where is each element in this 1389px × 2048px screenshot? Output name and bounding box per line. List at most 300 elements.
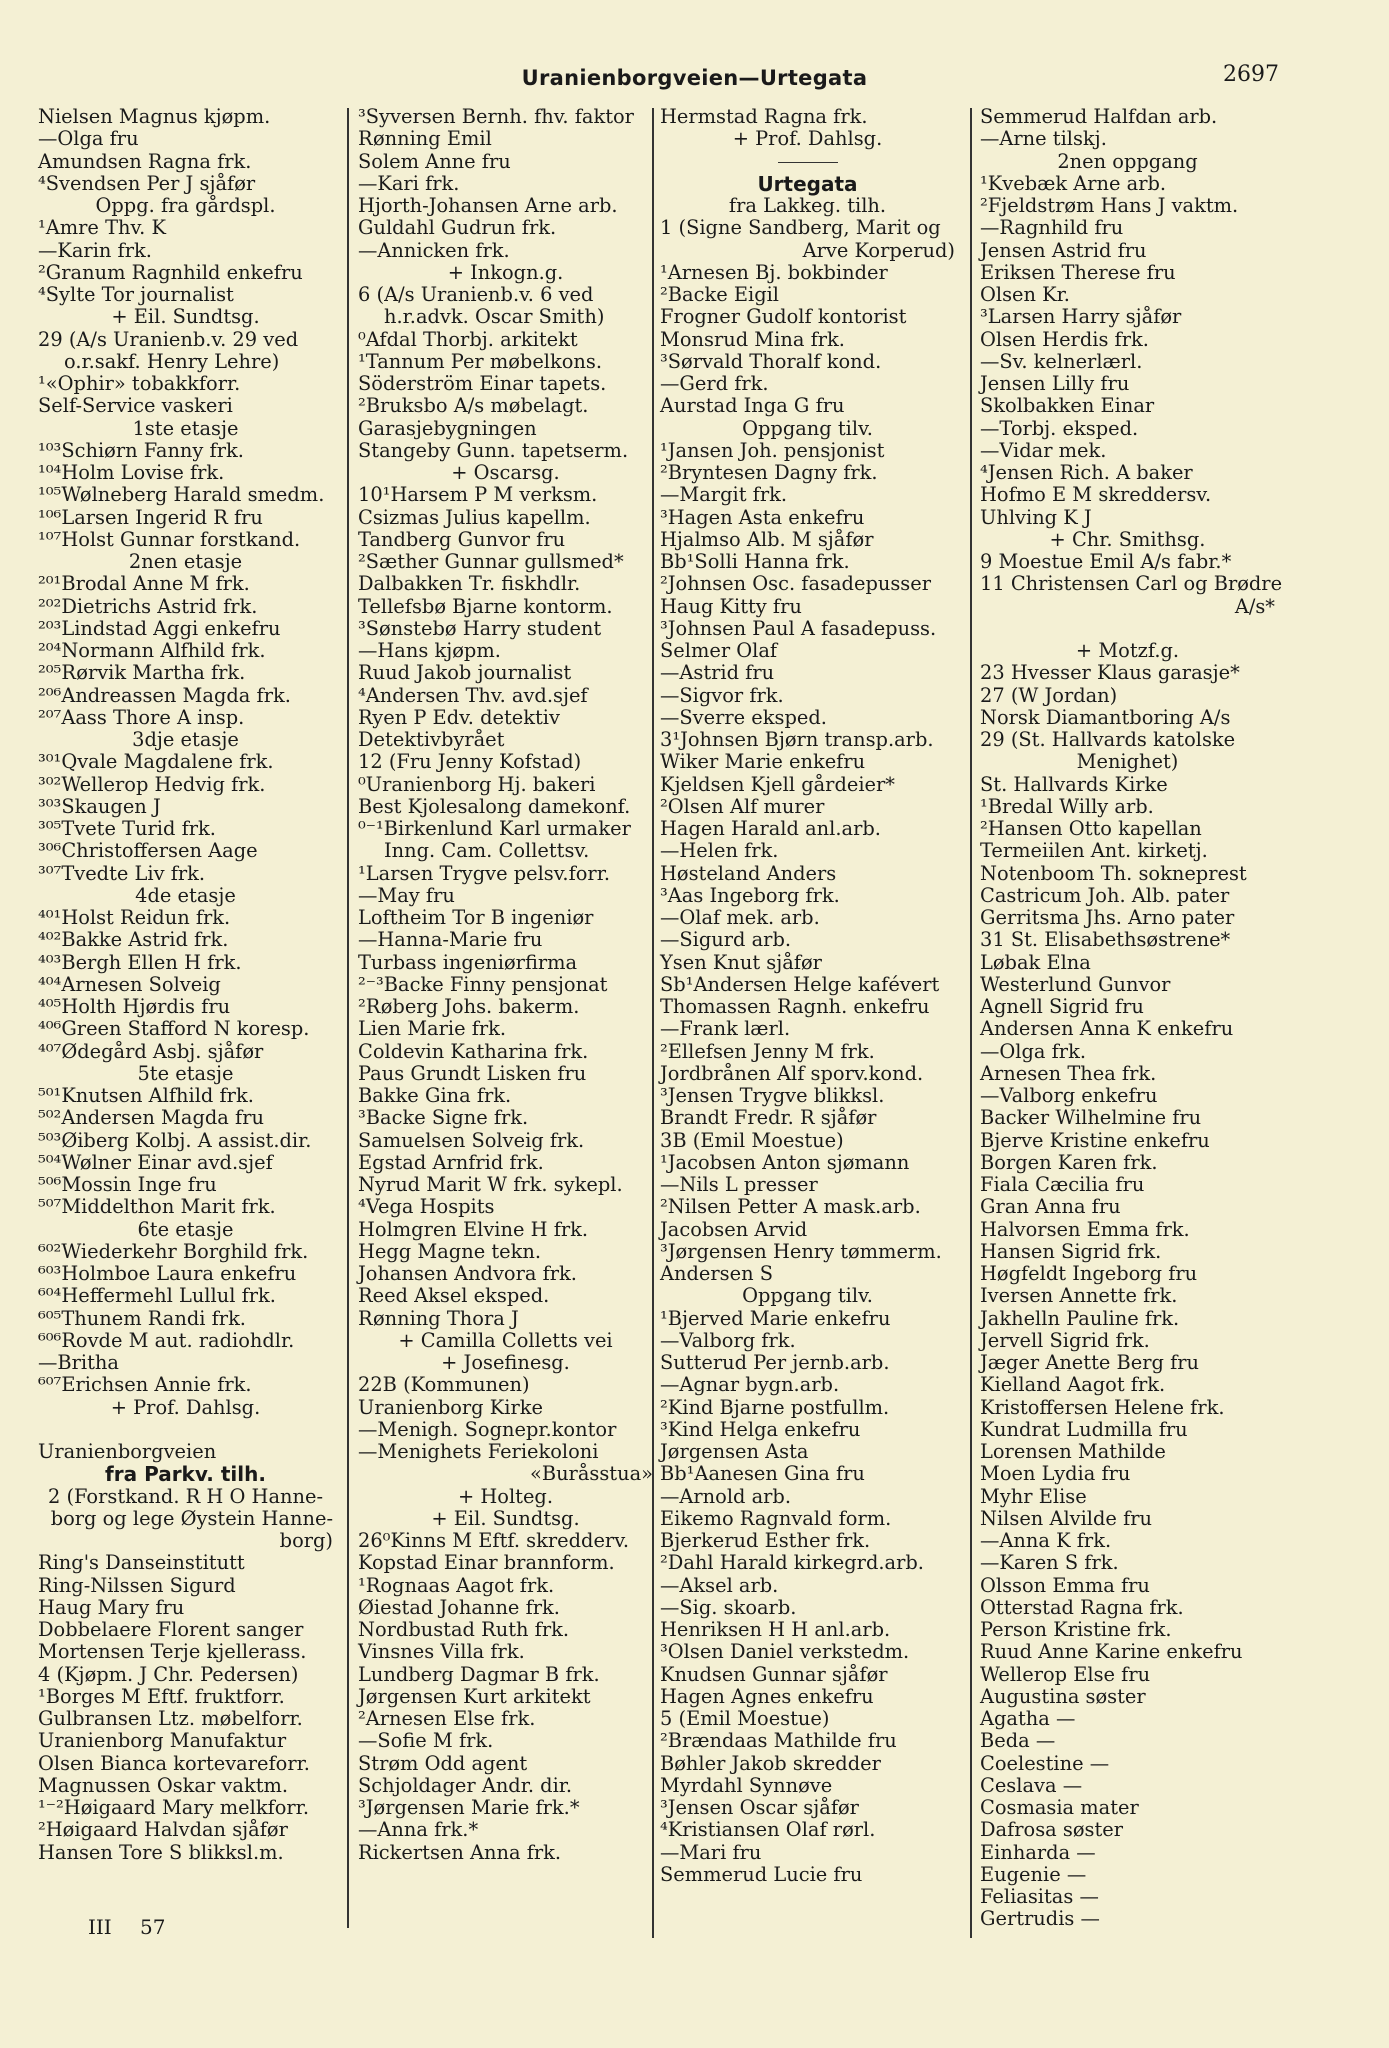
directory-entry: 9 Moestue Emil A/s fabr.* [980, 550, 1232, 573]
directory-entry: Agnell Sigrid fru [980, 995, 1144, 1018]
directory-entry: ²Granum Ragnhild enkefru [38, 260, 303, 284]
directory-entry: 1 (Signe Sandberg, Marit og [660, 216, 941, 240]
directory-entry: 11 Christensen Carl og Brødre [980, 572, 1283, 596]
directory-entry: Backer Wilhelmine fru [980, 1106, 1202, 1130]
cross-street: + Motzf.g. [1075, 639, 1180, 662]
directory-entry: St. Hallvards Kirke [980, 772, 1168, 796]
directory-entry: —Nils L presser [660, 1173, 818, 1196]
directory-entry: 5te etasje [137, 1061, 234, 1085]
directory-entry: ²⁰⁵Rørvik Martha frk. [38, 661, 246, 685]
directory-entry: 2nen oppgang [1057, 149, 1198, 173]
directory-entry: ¹Bjerved Marie enkefru [660, 1306, 891, 1330]
directory-entry: Nordbustad Ruth frk. [358, 1618, 569, 1641]
directory-entry: fra Parkv. tilh. [105, 1462, 266, 1487]
cross-street: + Camilla Colletts vei [398, 1328, 613, 1352]
directory-entry: Hagen Harald anl.arb. [660, 817, 881, 840]
directory-entry: ²⁰⁶Andreassen Magda frk. [38, 683, 291, 707]
directory-entry: Hansen Sigrid frk. [980, 1239, 1162, 1263]
directory-entry: ¹⁰⁵Wølneberg Harald smedm. [38, 483, 325, 507]
directory-entry: 12 (Fru Jenny Kofstad) [358, 750, 582, 774]
cross-street: + Eil. Sundtsg. [431, 1506, 580, 1530]
directory-entry: Brandt Fredr. R sjåfør [660, 1106, 877, 1130]
directory-entry: 10¹Harsem P M verksm. [358, 483, 598, 507]
directory-entry: ³⁰⁵Tvete Turid frk. [38, 817, 216, 840]
directory-entry: borg) [279, 1529, 333, 1552]
directory-entry: ²Bryntesen Dagny frk. [660, 461, 878, 484]
directory-entry: Kundrat Ludmilla fru [980, 1417, 1188, 1441]
cross-street: + Prof. Dahlsg. [110, 1395, 261, 1419]
directory-entry: Hjorth-Johansen Arne arb. [358, 194, 618, 217]
directory-column-4 [980, 105, 1283, 1931]
directory-entry: ¹Kvebæk Arne arb. [980, 171, 1167, 195]
directory-entry: —Sigurd arb. [660, 928, 792, 952]
directory-entry: Vinsnes Villa frk. [358, 1640, 525, 1664]
directory-entry: Menighet) [1076, 750, 1179, 774]
directory-entry: —Sofie M frk. [358, 1729, 494, 1753]
directory-entry: Urtegata [757, 171, 858, 196]
directory-entry: Dobbelaere Florent sanger [38, 1618, 304, 1641]
directory-entry: ³Jensen Trygve blikksl. [660, 1084, 885, 1107]
directory-entry: ⁶⁰⁴Heffermehl Lullul frk. [38, 1284, 276, 1308]
directory-entry: 5 (Emil Moestue) [660, 1707, 830, 1730]
directory-entry: Arve Korperud) [802, 238, 955, 262]
directory-entry: —Astrid fru [660, 661, 775, 685]
directory-entry: —Karen S frk. [980, 1551, 1119, 1575]
directory-entry: ⁴⁰³Bergh Ellen H frk. [38, 950, 242, 974]
directory-entry: Tandberg Gunvor fru [358, 527, 566, 551]
directory-entry: Dalbakken Tr. fiskhdlr. [358, 572, 581, 596]
directory-entry: ²⁰²Dietrichs Astrid frk. [38, 594, 258, 618]
directory-column-2 [358, 106, 653, 1864]
directory-entry: Hermstad Ragna frk. [660, 105, 868, 128]
directory-entry: Jørgensen Kurt arkitekt [358, 1684, 591, 1708]
directory-entry: ⁵⁰¹Knutsen Alfhild frk. [38, 1084, 254, 1107]
directory-entry: —Olaf mek. arb. [660, 906, 820, 929]
directory-entry: 2 (Forstkand. R H O Hanne- [47, 1484, 324, 1508]
directory-entry: Solem Anne fru [358, 149, 511, 173]
directory-entry: Ysen Knut sjåfør [660, 950, 822, 974]
directory-entry: 26⁰Kinns M Eftf. skredderv. [358, 1529, 630, 1552]
directory-entry: ³Larsen Harry sjåfør [980, 305, 1182, 329]
directory-entry: ²Nilsen Petter A mask.arb. [660, 1195, 921, 1219]
directory-entry: —Karin frk. [38, 238, 152, 262]
directory-entry: —Britha [38, 1351, 119, 1374]
directory-entry: Høgfeldt Ingeborg fru [980, 1262, 1198, 1285]
directory-entry: Bb¹Aanesen Gina fru [660, 1462, 865, 1486]
directory-entry: 29 (St. Hallvards katolske [980, 728, 1236, 751]
directory-entry: ⁴Sylte Tor journalist [38, 283, 234, 306]
directory-entry: Hjalmso Alb. M sjåfør [660, 527, 874, 551]
directory-entry: Uranienborgveien [38, 1440, 217, 1463]
directory-entry: ¹Arnesen Bj. bokbinder [660, 260, 888, 284]
directory-entry: Løbak Elna [980, 950, 1091, 974]
directory-entry: ⁴⁰¹Holst Reidun frk. [38, 906, 231, 929]
directory-entry: Paus Grundt Lisken fru [358, 1061, 587, 1085]
directory-entry: ²Dahl Harald kirkegrd.arb. [660, 1551, 924, 1575]
directory-entry: Otterstad Ragna frk. [980, 1595, 1184, 1619]
directory-entry: ³⁰¹Qvale Magdalene frk. [38, 750, 274, 774]
directory-entry: Holmgren Elvine H frk. [358, 1217, 589, 1241]
directory-entry: —Margit frk. [660, 483, 788, 507]
directory-entry: ⁴Jensen Rich. A baker [980, 461, 1193, 484]
directory-entry: Uranienborg Manufaktur [38, 1729, 287, 1753]
directory-entry: Jacobsen Arvid [660, 1217, 808, 1241]
directory-entry: Bb¹Solli Hanna frk. [660, 550, 850, 573]
directory-entry: ⁴⁰⁴Arnesen Solveig [38, 972, 221, 996]
directory-entry: ¹⁰⁴Holm Lovise frk. [38, 461, 225, 484]
directory-entry: —Kari frk. [358, 171, 460, 195]
directory-entry: ¹⁰⁶Larsen Ingerid R fru [38, 505, 263, 529]
directory-entry: ⁶⁰²Wiederkehr Borghild frk. [38, 1239, 309, 1263]
directory-entry: Kopstad Einar brannform. [358, 1551, 615, 1575]
directory-entry: ⁵⁰²Andersen Magda fru [38, 1106, 264, 1130]
directory-entry: 6te etasje [137, 1217, 234, 1241]
directory-entry: fra Lakkeg. tilh. [728, 194, 887, 217]
directory-entry: —Hans kjøpm. [358, 639, 501, 662]
directory-entry: Lorensen Mathilde [980, 1440, 1166, 1463]
directory-entry: «Buråsstua» [529, 1462, 653, 1486]
directory-entry: Augustina søster [980, 1684, 1146, 1708]
directory-entry: ³Jørgensen Henry tømmerm. [660, 1239, 942, 1263]
directory-entry: —May fru [358, 883, 455, 907]
directory-entry: Frogner Gudolf kontorist [660, 305, 907, 329]
directory-entry: Thomassen Ragnh. enkefru [660, 995, 930, 1018]
directory-entry: Nielsen Magnus kjøpm. [38, 105, 271, 128]
directory-entry: —Ragnhild fru [980, 216, 1124, 240]
directory-entry: Gertrudis — [980, 1907, 1100, 1931]
directory-entry: ⁰⁻¹Birkenlund Karl urmaker [358, 817, 631, 840]
cross-street: + Holteg. [457, 1484, 554, 1508]
directory-entry: Arnesen Thea frk. [980, 1061, 1157, 1085]
directory-entry: Haug Kitty fru [660, 594, 802, 618]
directory-entry: ²Brændaas Mathilde fru [660, 1729, 897, 1753]
directory-entry: Kielland Aagot frk. [980, 1373, 1166, 1397]
directory-entry: ⁴⁰⁵Holth Hjørdis fru [38, 995, 231, 1018]
directory-entry: 22B (Kommunen) [358, 1373, 530, 1397]
volume-marker: III 57 [88, 1915, 166, 1939]
directory-entry: ⁵⁰³Øiberg Kolbj. A assist.dir. [38, 1128, 312, 1152]
directory-entry: ⁶⁰⁶Rovde M aut. radiohdlr. [38, 1328, 295, 1352]
directory-entry: Jakhelln Pauline frk. [980, 1306, 1180, 1330]
directory-entry: Kjeldsen Kjell gårdeier* [660, 772, 895, 796]
directory-entry: ¹Jansen Joh. pensjonist [660, 438, 885, 462]
directory-entry: —Sigvor frk. [660, 683, 784, 707]
directory-entry: Nilsen Alvilde fru [980, 1506, 1152, 1530]
directory-entry: Bøhler Jakob skredder [660, 1751, 881, 1775]
directory-entry: ²⁰⁴Normann Alfhild frk. [38, 639, 266, 662]
directory-entry: ²Backe Eigil [660, 283, 780, 306]
directory-entry: ³⁰³Skaugen J [38, 794, 161, 818]
directory-entry: —Helen frk. [660, 839, 779, 863]
directory-entry: Jensen Lilly fru [980, 372, 1130, 395]
directory-entry: ²Fjeldstrøm Hans J vaktm. [980, 194, 1239, 217]
directory-entry: 31 St. Elisabethsøstrene* [980, 928, 1231, 952]
directory-entry: Eikemo Ragnvald form. [660, 1506, 892, 1530]
directory-entry: borg og lege Øystein Hanne- [50, 1506, 333, 1530]
directory-entry: Ruud Anne Karine enkefru [980, 1640, 1243, 1664]
directory-entry: 3¹Johnsen Bjørn transp.arb. [660, 728, 934, 751]
directory-entry: ⁶⁰⁵Thunem Randi frk. [38, 1306, 246, 1330]
directory-entry: —Menigh. Sognepr.kontor [358, 1417, 617, 1441]
directory-entry: Detektivbyrået [358, 728, 505, 751]
directory-entry: Wiker Marie enkefru [660, 750, 866, 774]
directory-entry: 27 (W Jordan) [980, 683, 1118, 707]
directory-entry [980, 618, 1275, 640]
directory-entry: Olsen Kr. [980, 283, 1070, 306]
directory-entry: ³Aas Ingeborg frk. [660, 883, 840, 907]
directory-entry: ⁴Kristiansen Olaf rørl. [660, 1818, 876, 1842]
directory-entry: ³Johnsen Paul A fasadepuss. [660, 616, 937, 640]
directory-entry: Aurstad Inga G fru [660, 394, 845, 418]
directory-entry: Jervell Sigrid frk. [980, 1328, 1150, 1352]
directory-entry: ⁰Uranienborg Hj. bakeri [358, 772, 596, 796]
directory-entry: Samuelsen Solveig frk. [358, 1128, 585, 1152]
directory-entry: ³Jensen Oscar sjåfør [660, 1796, 859, 1819]
directory-entry: ³Hagen Asta enkefru [660, 505, 865, 529]
directory-entry: Ceslava — [980, 1773, 1083, 1797]
directory-entry: —Arne tilskj. [980, 127, 1107, 151]
directory-entry: Oppgang tilv. [742, 416, 873, 440]
directory-entry: Andersen Anna K enkefru [980, 1017, 1234, 1041]
column-divider [347, 108, 349, 1928]
directory-entry: Skolbakken Einar [980, 394, 1155, 418]
directory-entry: Borgen Karen frk. [980, 1150, 1158, 1174]
directory-entry: ⁴Andersen Thv. avd.sjef [358, 683, 588, 707]
directory-entry: ¹⁰⁷Holst Gunnar forstkand. [38, 527, 301, 551]
directory-entry: ³Sønstebø Harry student [358, 616, 602, 640]
directory-entry: Turbass ingeniørfirma [358, 950, 578, 974]
directory-entry: Inng. Cam. Collettsv. [384, 839, 590, 863]
directory-entry: Uhlving K J [980, 505, 1092, 529]
directory-entry: 4 (Kjøpm. J Chr. Pedersen) [38, 1662, 299, 1686]
directory-entry: Eugenie — [980, 1862, 1087, 1886]
directory-entry: 3B (Emil Moestue) [660, 1128, 844, 1152]
directory-entry: Lien Marie frk. [358, 1017, 507, 1041]
directory-entry: 2nen etasje [128, 550, 243, 573]
directory-entry: Oppg. fra gårdspl. [95, 194, 276, 217]
directory-entry: Sb¹Andersen Helge kafévert [660, 972, 940, 996]
directory-entry: Notenboom Th. sokneprest [980, 861, 1247, 885]
directory-entry: ⁴⁰²Bakke Astrid frk. [38, 928, 229, 952]
directory-entry: Jensen Astrid fru [980, 238, 1147, 262]
directory-entry: Jørgensen Asta [660, 1440, 809, 1463]
directory-entry: —Torbj. eksped. [980, 416, 1139, 440]
directory-entry: ¹⁻²Høigaard Mary melkforr. [38, 1796, 309, 1819]
directory-entry: Mortensen Terje kjellerass. [38, 1640, 307, 1664]
directory-entry: ²Arnesen Else frk. [358, 1707, 536, 1730]
directory-entry: Hansen Tore S blikksl.m. [38, 1840, 284, 1864]
page-title: Uranienborgveien—Urtegata [521, 66, 868, 90]
directory-entry: —Sverre eksped. [660, 705, 827, 729]
cross-street: + Oscarsg. [451, 461, 560, 484]
directory-entry: Bjerve Kristine enkefru [980, 1128, 1210, 1152]
directory-entry: ²Johnsen Osc. fasadepusser [660, 572, 931, 596]
directory-entry: Gerritsma Jhs. Arno pater [980, 906, 1235, 929]
directory-entry: —Hanna-Marie fru [358, 928, 543, 952]
directory-entry: ²Røberg Johs. bakerm. [358, 995, 580, 1018]
directory-column-1 [38, 106, 333, 1864]
directory-entry: 4de etasje [135, 883, 236, 907]
directory-entry: Ring-Nilssen Sigurd [38, 1573, 236, 1597]
directory-entry: Hagen Agnes enkefru [660, 1684, 874, 1708]
directory-entry: Dafrosa søster [980, 1818, 1124, 1842]
directory-entry: ¹Larsen Trygve pelsv.forr. [358, 861, 611, 885]
directory-entry: —Vidar mek. [980, 438, 1107, 462]
directory-entry: ²Høigaard Halvdan sjåfør [38, 1818, 288, 1842]
directory-entry: Hegg Magne tekn. [358, 1239, 541, 1263]
directory-entry: ³Jørgensen Marie frk.* [358, 1796, 580, 1819]
directory-entry: —Aksel arb. [660, 1573, 779, 1597]
directory-entry: ²Bruksbo A/s møbelagt. [358, 394, 589, 418]
directory-entry: ¹Jacobsen Anton sjømann [660, 1150, 910, 1174]
directory-entry: Coelestine — [980, 1751, 1110, 1775]
directory-entry: Söderström Einar tapets. [358, 372, 607, 395]
directory-entry: Termeiilen Ant. kirketj. [980, 839, 1208, 863]
directory-entry: ⁵⁰⁶Mossin Inge fru [38, 1173, 217, 1196]
directory-entry: ⁶⁰⁷Erichsen Annie frk. [38, 1373, 252, 1397]
directory-entry: Beda — [980, 1729, 1056, 1753]
directory-entry: Egstad Arnfrid frk. [358, 1150, 544, 1174]
directory-entry: ²Olsen Alf murer [660, 794, 825, 818]
directory-entry: Øiestad Johanne frk. [358, 1595, 560, 1619]
directory-entry: Best Kjolesalong damekonf. [358, 794, 631, 818]
directory-entry: Semmerud Lucie fru [660, 1862, 863, 1886]
directory-entry: ²⁻³Backe Finny pensjonat [358, 972, 608, 996]
directory-entry: Ring's Danseinstitutt [38, 1551, 245, 1575]
directory-entry [38, 1419, 333, 1441]
directory-entry: ²Hansen Otto kapellan [980, 817, 1202, 840]
directory-entry: ¹⁰³Schiørn Fanny frk. [38, 438, 244, 462]
directory-entry: Iversen Annette frk. [980, 1284, 1178, 1308]
directory-entry: Høsteland Anders [660, 861, 837, 885]
directory-entry: Olsson Emma fru [980, 1573, 1150, 1597]
directory-entry: ²Kind Bjarne postfullm. [660, 1395, 890, 1419]
directory-entry: Monsrud Mina frk. [660, 327, 845, 351]
directory-entry: —Menighets Feriekoloni [358, 1440, 599, 1463]
directory-entry: ²Sæther Gunnar gullsmed* [358, 550, 624, 573]
directory-entry: Westerlund Gunvor [980, 972, 1171, 996]
directory-entry: Eriksen Therese fru [980, 260, 1176, 284]
directory-entry: —Sv. kelnerlærl. [980, 349, 1143, 373]
page-number: 2697 [1223, 62, 1279, 87]
section-rule [778, 162, 838, 163]
directory-entry: ¹Tannum Per møbelkons. [358, 349, 603, 373]
directory-entry: ⁶⁰³Holmboe Laura enkefru [38, 1262, 297, 1285]
directory-entry: Einharda — [980, 1840, 1096, 1864]
directory-entry: Rønning Emil [358, 127, 492, 151]
directory-entry: Self-Service vaskeri [38, 394, 233, 418]
directory-entry: 23 Hvesser Klaus garasje* [980, 661, 1240, 685]
directory-entry: ³⁰⁶Christoffersen Aage [38, 839, 258, 863]
directory-entry: Ruud Jakob journalist [358, 661, 572, 685]
directory-entry: ²⁰⁷Aass Thore A insp. [38, 705, 245, 729]
directory-entry: —Sig. skoarb. [660, 1595, 797, 1619]
directory-entry: ¹Rognaas Aagot frk. [358, 1573, 555, 1597]
directory-entry: —Olga frk. [980, 1039, 1086, 1063]
directory-entry: Gulbransen Ltz. møbelforr. [38, 1707, 303, 1730]
directory-entry: ³Backe Signe frk. [358, 1106, 529, 1130]
directory-entry: Kristoffersen Helene frk. [980, 1395, 1225, 1419]
directory-entry: Person Kristine frk. [980, 1618, 1172, 1641]
directory-entry: ³⁰⁷Tvedte Liv frk. [38, 861, 206, 885]
directory-entry: Strøm Odd agent [358, 1751, 528, 1775]
directory-entry: Amundsen Ragna frk. [38, 149, 252, 173]
directory-entry: ⁴⁰⁷Ødegård Asbj. sjåfør [38, 1039, 264, 1063]
directory-entry: Wellerop Else fru [980, 1662, 1151, 1686]
directory-entry: —Anna frk.* [358, 1818, 479, 1842]
directory-entry: Semmerud Halfdan arb. [980, 105, 1218, 128]
directory-entry: Bjerkerud Esther frk. [660, 1529, 871, 1552]
directory-entry: ¹Amre Thv. K [38, 216, 166, 240]
directory-entry: ⁴Vega Hospits [358, 1195, 495, 1219]
directory-entry: Johansen Andvora frk. [358, 1262, 577, 1285]
directory-entry: Hofmo E M skreddersv. [980, 483, 1212, 507]
cross-street: + Inkogn.g. [447, 260, 564, 284]
directory-entry: 29 (A/s Uranienb.v. 29 ved [38, 327, 299, 351]
cross-street: + Josefinesg. [441, 1351, 570, 1374]
directory-entry: ³Olsen Daniel verkstedm. [660, 1640, 910, 1664]
directory-entry: Lundberg Dagmar B frk. [358, 1662, 600, 1686]
directory-entry: ⁴⁰⁶Green Stafford N koresp. [38, 1017, 310, 1041]
directory-entry: Nyrud Marit W frk. sykepl. [358, 1173, 623, 1196]
directory-entry [660, 151, 955, 173]
directory-entry: ⁵⁰⁷Middelthon Marit frk. [38, 1195, 276, 1219]
directory-entry: Rickertsen Anna frk. [358, 1840, 562, 1864]
directory-entry: Garasjebygningen [358, 416, 537, 440]
directory-entry: o.r.sakf. Henry Lehre) [64, 349, 280, 373]
directory-entry: Feliasitas — [980, 1885, 1099, 1908]
directory-entry: —Arnold arb. [660, 1484, 792, 1508]
column-divider [970, 108, 972, 1938]
directory-entry: Guldahl Gudrun frk. [358, 216, 557, 240]
directory-entry: Halvorsen Emma frk. [980, 1217, 1190, 1241]
directory-entry: —Mari fru [660, 1840, 762, 1864]
directory-entry: Ryen P Edv. detektiv [358, 705, 560, 729]
directory-entry: Castricum Joh. Alb. pater [980, 883, 1230, 907]
directory-entry: ⁰Afdal Thorbj. arkitekt [358, 327, 578, 351]
directory-entry: —Valborg enkefru [980, 1084, 1158, 1107]
directory-entry: Oppgang tilv. [742, 1284, 873, 1308]
directory-entry: Coldevin Katharina frk. [358, 1039, 589, 1063]
directory-entry: —Frank lærl. [660, 1017, 791, 1041]
directory-entry: ⁴Svendsen Per J sjåfør [38, 171, 256, 195]
directory-entry: —Olga fru [38, 127, 139, 151]
directory-entry: h.r.advk. Oscar Smith) [384, 305, 605, 329]
directory-entry: Rønning Thora J [358, 1306, 519, 1330]
directory-entry: Norsk Diamantboring A/s [980, 705, 1231, 729]
directory-entry: Cosmasia mater [980, 1796, 1139, 1819]
directory-entry: —Valborg frk. [660, 1328, 796, 1352]
directory-entry: 6 (A/s Uranienb.v. 6 ved [358, 283, 594, 306]
directory-entry: —Annicken frk. [358, 238, 510, 262]
directory-entry: Jordbrånen Alf sporv.kond. [660, 1061, 924, 1085]
directory-entry: ²⁰¹Brodal Anne M frk. [38, 572, 250, 596]
directory-entry: ³Sørvald Thoralf kond. [660, 349, 882, 373]
directory-entry: Andersen S [660, 1262, 774, 1285]
directory-entry: Schjoldager Andr. dir. [358, 1773, 573, 1797]
directory-entry: Knudsen Gunnar sjåfør [660, 1662, 888, 1686]
directory-entry: Haug Mary fru [38, 1595, 185, 1619]
directory-column-3 [660, 106, 955, 1886]
directory-entry: Magnussen Oskar vaktm. [38, 1773, 289, 1797]
directory-entry: ⁵⁰⁴Wølner Einar avd.sjef [38, 1150, 273, 1174]
directory-entry: Reed Aksel eksped. [358, 1284, 550, 1308]
directory-entry: ²Ellefsen Jenny M frk. [660, 1039, 875, 1063]
directory-entry: ¹«Ophir» tobakkforr. [38, 372, 241, 395]
directory-entry: Csizmas Julius kapellm. [358, 505, 591, 529]
directory-entry: ¹Borges M Eftf. fruktforr. [38, 1684, 285, 1708]
cross-street: + Chr. Smithsg. [1049, 527, 1206, 551]
